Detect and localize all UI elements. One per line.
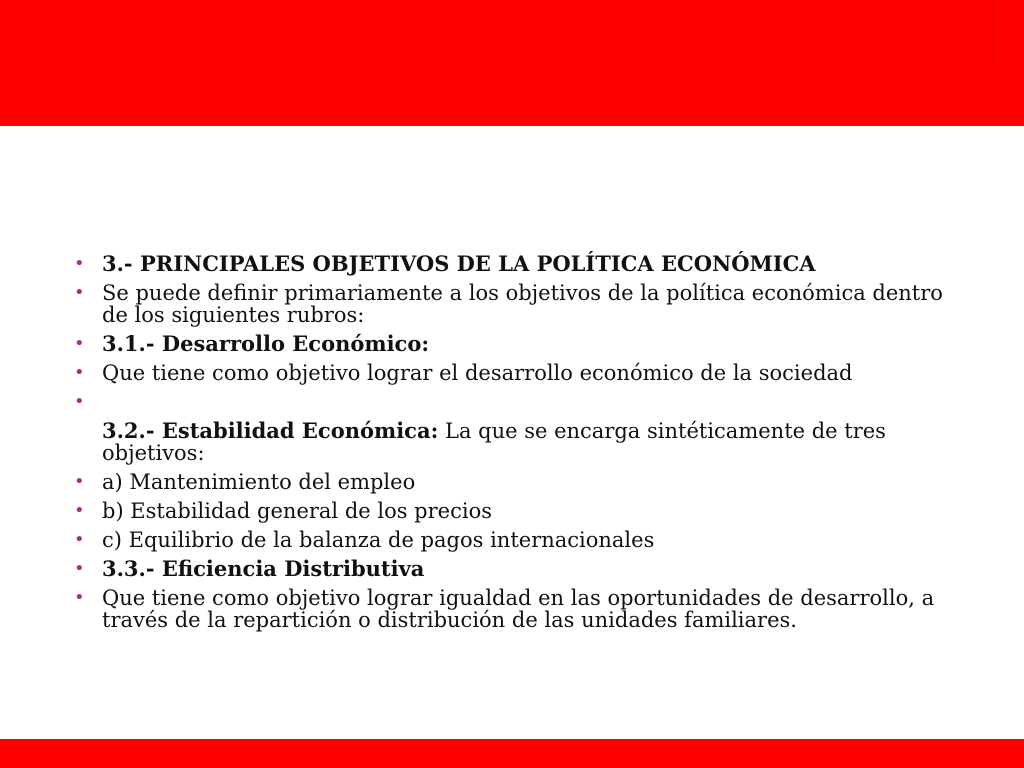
top-red-banner <box>0 0 1024 126</box>
item-bold-text: 3.1.- Desarrollo Económico: <box>102 331 430 356</box>
list-item-heading <box>74 253 974 275</box>
bottom-red-banner <box>0 739 1024 768</box>
item-text: La que se encarga sintéticamente de tres objetivos: <box>102 419 886 465</box>
bullet-icon: • <box>74 500 85 521</box>
list-item <box>74 529 974 551</box>
list-item-subheading <box>74 333 974 355</box>
item-text: c) Equilibrio de la balanza de pagos internacionales <box>102 528 655 552</box>
list-item <box>74 500 974 522</box>
bullet-icon: • <box>74 529 85 550</box>
item-text: Que tiene como objetivo lograr igualdad en las oportunidades de desarrollo, a través de la repartición o distribución de las unidades familiares. <box>102 586 935 632</box>
item-bold-text: 3.3.- Eficiencia Distributiva <box>102 556 425 581</box>
item-text: Se puede definir primariamente a los objetivos de la política económica dentro de los siguientes rubros: <box>102 281 943 327</box>
list-item <box>74 362 974 384</box>
list-item-subheading <box>74 558 974 580</box>
item-text: a) Mantenimiento del empleo <box>102 470 416 494</box>
list-item <box>74 471 974 493</box>
list-item <box>74 282 974 326</box>
list-item-subheading <box>74 391 974 464</box>
bullet-icon: • <box>74 471 85 492</box>
bullet-icon: • <box>74 558 85 579</box>
banner-divider-line <box>993 0 994 66</box>
item-text: Que tiene como objetivo lograr el desarrollo económico de la sociedad <box>102 361 853 385</box>
bullet-icon: • <box>74 253 85 274</box>
bullet-icon: • <box>74 391 85 412</box>
item-bold-text: 3.- PRINCIPALES OBJETIVOS DE LA POLÍTICA ECONÓMICA <box>102 251 816 276</box>
item-text: b) Estabilidad general de los precios <box>102 499 492 523</box>
bullet-icon: • <box>74 587 85 608</box>
bullet-icon: • <box>74 362 85 383</box>
item-bold-text: 3.2.- Estabilidad Económica: <box>102 418 439 443</box>
bullet-list <box>74 253 974 638</box>
list-item <box>74 587 974 631</box>
bullet-icon: • <box>74 333 85 354</box>
bullet-icon: • <box>74 282 85 303</box>
